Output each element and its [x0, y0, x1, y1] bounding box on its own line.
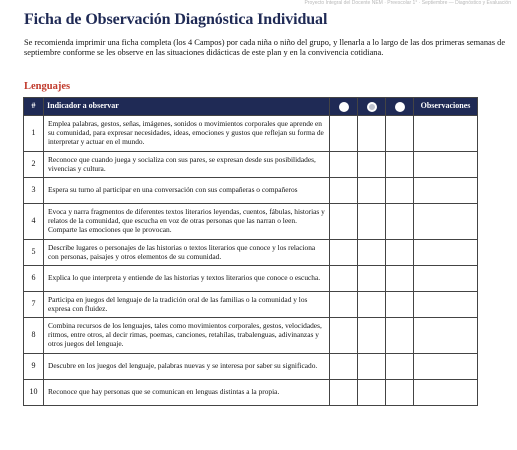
indicator-text: Emplea palabras, gestos, señas, imágenes, sonidos o movimientos corporales que aprende en su comunidad, para expresar necesidades, ideas, emociones y gustos que reflejan su forma de interpretar y actuar en el mundo. — [44, 116, 330, 152]
level-2-cell[interactable] — [358, 240, 386, 266]
level-1-cell[interactable] — [330, 292, 358, 318]
level-3-cell[interactable] — [386, 292, 414, 318]
row-number: 9 — [24, 354, 44, 380]
table-row — [24, 116, 478, 152]
level-1-cell[interactable] — [330, 240, 358, 266]
observations-cell[interactable] — [414, 354, 478, 380]
intro-paragraph: Se recomienda imprimir una ficha completa (los 4 Campos) por cada niña o niño del grupo, y llenarla a lo largo de las dos primeras semanas de septiembre conforme se les observe en las situaciones didácticas de este plan y en la convivencia cotidiana. — [24, 38, 506, 57]
column-level-3-header — [386, 98, 414, 116]
row-number: 10 — [24, 380, 44, 406]
level-1-cell[interactable] — [330, 266, 358, 292]
observations-cell[interactable] — [414, 178, 478, 204]
row-number: 2 — [24, 152, 44, 178]
row-number: 8 — [24, 318, 44, 354]
level-3-cell[interactable] — [386, 240, 414, 266]
level-3-cell[interactable] — [386, 380, 414, 406]
row-number: 1 — [24, 116, 44, 152]
row-number: 7 — [24, 292, 44, 318]
row-number: 5 — [24, 240, 44, 266]
table-header-row — [24, 98, 478, 116]
observations-cell[interactable] — [414, 380, 478, 406]
table-row — [24, 380, 478, 406]
level-3-cell[interactable] — [386, 116, 414, 152]
table-row — [24, 152, 478, 178]
table-row — [24, 318, 478, 354]
level-3-cell[interactable] — [386, 204, 414, 240]
table-row — [24, 292, 478, 318]
circle-full-icon — [395, 102, 405, 112]
observations-cell[interactable] — [414, 116, 478, 152]
running-head: Proyecto Integral del Docente NEM · Preescolar 1° · Septiembre — Diagnóstico y Evaluación — [304, 0, 511, 6]
indicator-text: Describe lugares o personajes de las historias o textos literarios que conoce y los relaciona con personas, paisajes y otros elementos de su comunidad. — [44, 240, 330, 266]
level-2-cell[interactable] — [358, 266, 386, 292]
observations-cell[interactable] — [414, 240, 478, 266]
level-3-cell[interactable] — [386, 178, 414, 204]
circle-empty-icon — [339, 102, 349, 112]
page-title: Ficha de Observación Diagnóstica Individual — [24, 11, 328, 28]
indicator-text: Espera su turno al participar en una conversación con sus compañeras o compañeros — [44, 178, 330, 204]
level-1-cell[interactable] — [330, 116, 358, 152]
level-3-cell[interactable] — [386, 152, 414, 178]
level-2-cell[interactable] — [358, 152, 386, 178]
level-3-cell[interactable] — [386, 266, 414, 292]
level-1-cell[interactable] — [330, 318, 358, 354]
indicator-text: Explica lo que interpreta y entiende de las historias y textos literarios que conoce o escucha. — [44, 266, 330, 292]
indicator-text: Descubre en los juegos del lenguaje, palabras nuevas y se interesa por saber su significado. — [44, 354, 330, 380]
column-level-1-header — [330, 98, 358, 116]
level-2-cell[interactable] — [358, 204, 386, 240]
level-1-cell[interactable] — [330, 152, 358, 178]
circle-half-icon — [367, 102, 377, 112]
level-2-cell[interactable] — [358, 380, 386, 406]
level-2-cell[interactable] — [358, 354, 386, 380]
row-number: 3 — [24, 178, 44, 204]
level-3-cell[interactable] — [386, 318, 414, 354]
row-number: 6 — [24, 266, 44, 292]
level-1-cell[interactable] — [330, 354, 358, 380]
observations-cell[interactable] — [414, 204, 478, 240]
level-2-cell[interactable] — [358, 318, 386, 354]
observations-cell[interactable] — [414, 266, 478, 292]
column-level-2-header — [358, 98, 386, 116]
column-indicator-header: Indicador a observar — [44, 98, 330, 116]
observation-table — [23, 97, 478, 406]
level-1-cell[interactable] — [330, 204, 358, 240]
table-row — [24, 204, 478, 240]
observations-cell[interactable] — [414, 318, 478, 354]
row-number: 4 — [24, 204, 44, 240]
indicator-text: Participa en juegos del lenguaje de la tradición oral de las familias o la comunidad y los expresa con fluidez. — [44, 292, 330, 318]
table-row — [24, 354, 478, 380]
indicator-text: Reconoce que hay personas que se comunican en lenguas distintas a la propia. — [44, 380, 330, 406]
section-title: Lenguajes — [24, 81, 71, 92]
level-3-cell[interactable] — [386, 354, 414, 380]
indicator-text: Evoca y narra fragmentos de diferentes textos literarios leyendas, cuentos, fábulas, historias y relatos de la comunidad, que escucha en voz de otras personas que las narran o leen. Comparte las emociones que le provocan. — [44, 204, 330, 240]
level-1-cell[interactable] — [330, 380, 358, 406]
column-number-header: # — [24, 98, 44, 116]
indicator-text: Reconoce que cuando juega y socializa con sus pares, se expresan desde sus posibilidades, vivencias y cultura. — [44, 152, 330, 178]
level-1-cell[interactable] — [330, 178, 358, 204]
level-2-cell[interactable] — [358, 292, 386, 318]
observations-cell[interactable] — [414, 292, 478, 318]
table-row — [24, 266, 478, 292]
table-row — [24, 240, 478, 266]
level-2-cell[interactable] — [358, 116, 386, 152]
table-row — [24, 178, 478, 204]
level-2-cell[interactable] — [358, 178, 386, 204]
indicator-text: Combina recursos de los lenguajes, tales como movimientos corporales, gestos, velocidades, ritmos, entre otros, al decir rimas, poemas, canciones, retahílas, trabalenguas, adivinanzas y otros juegos del lenguaje. — [44, 318, 330, 354]
column-observations-header: Observaciones — [414, 98, 478, 116]
observations-cell[interactable] — [414, 152, 478, 178]
